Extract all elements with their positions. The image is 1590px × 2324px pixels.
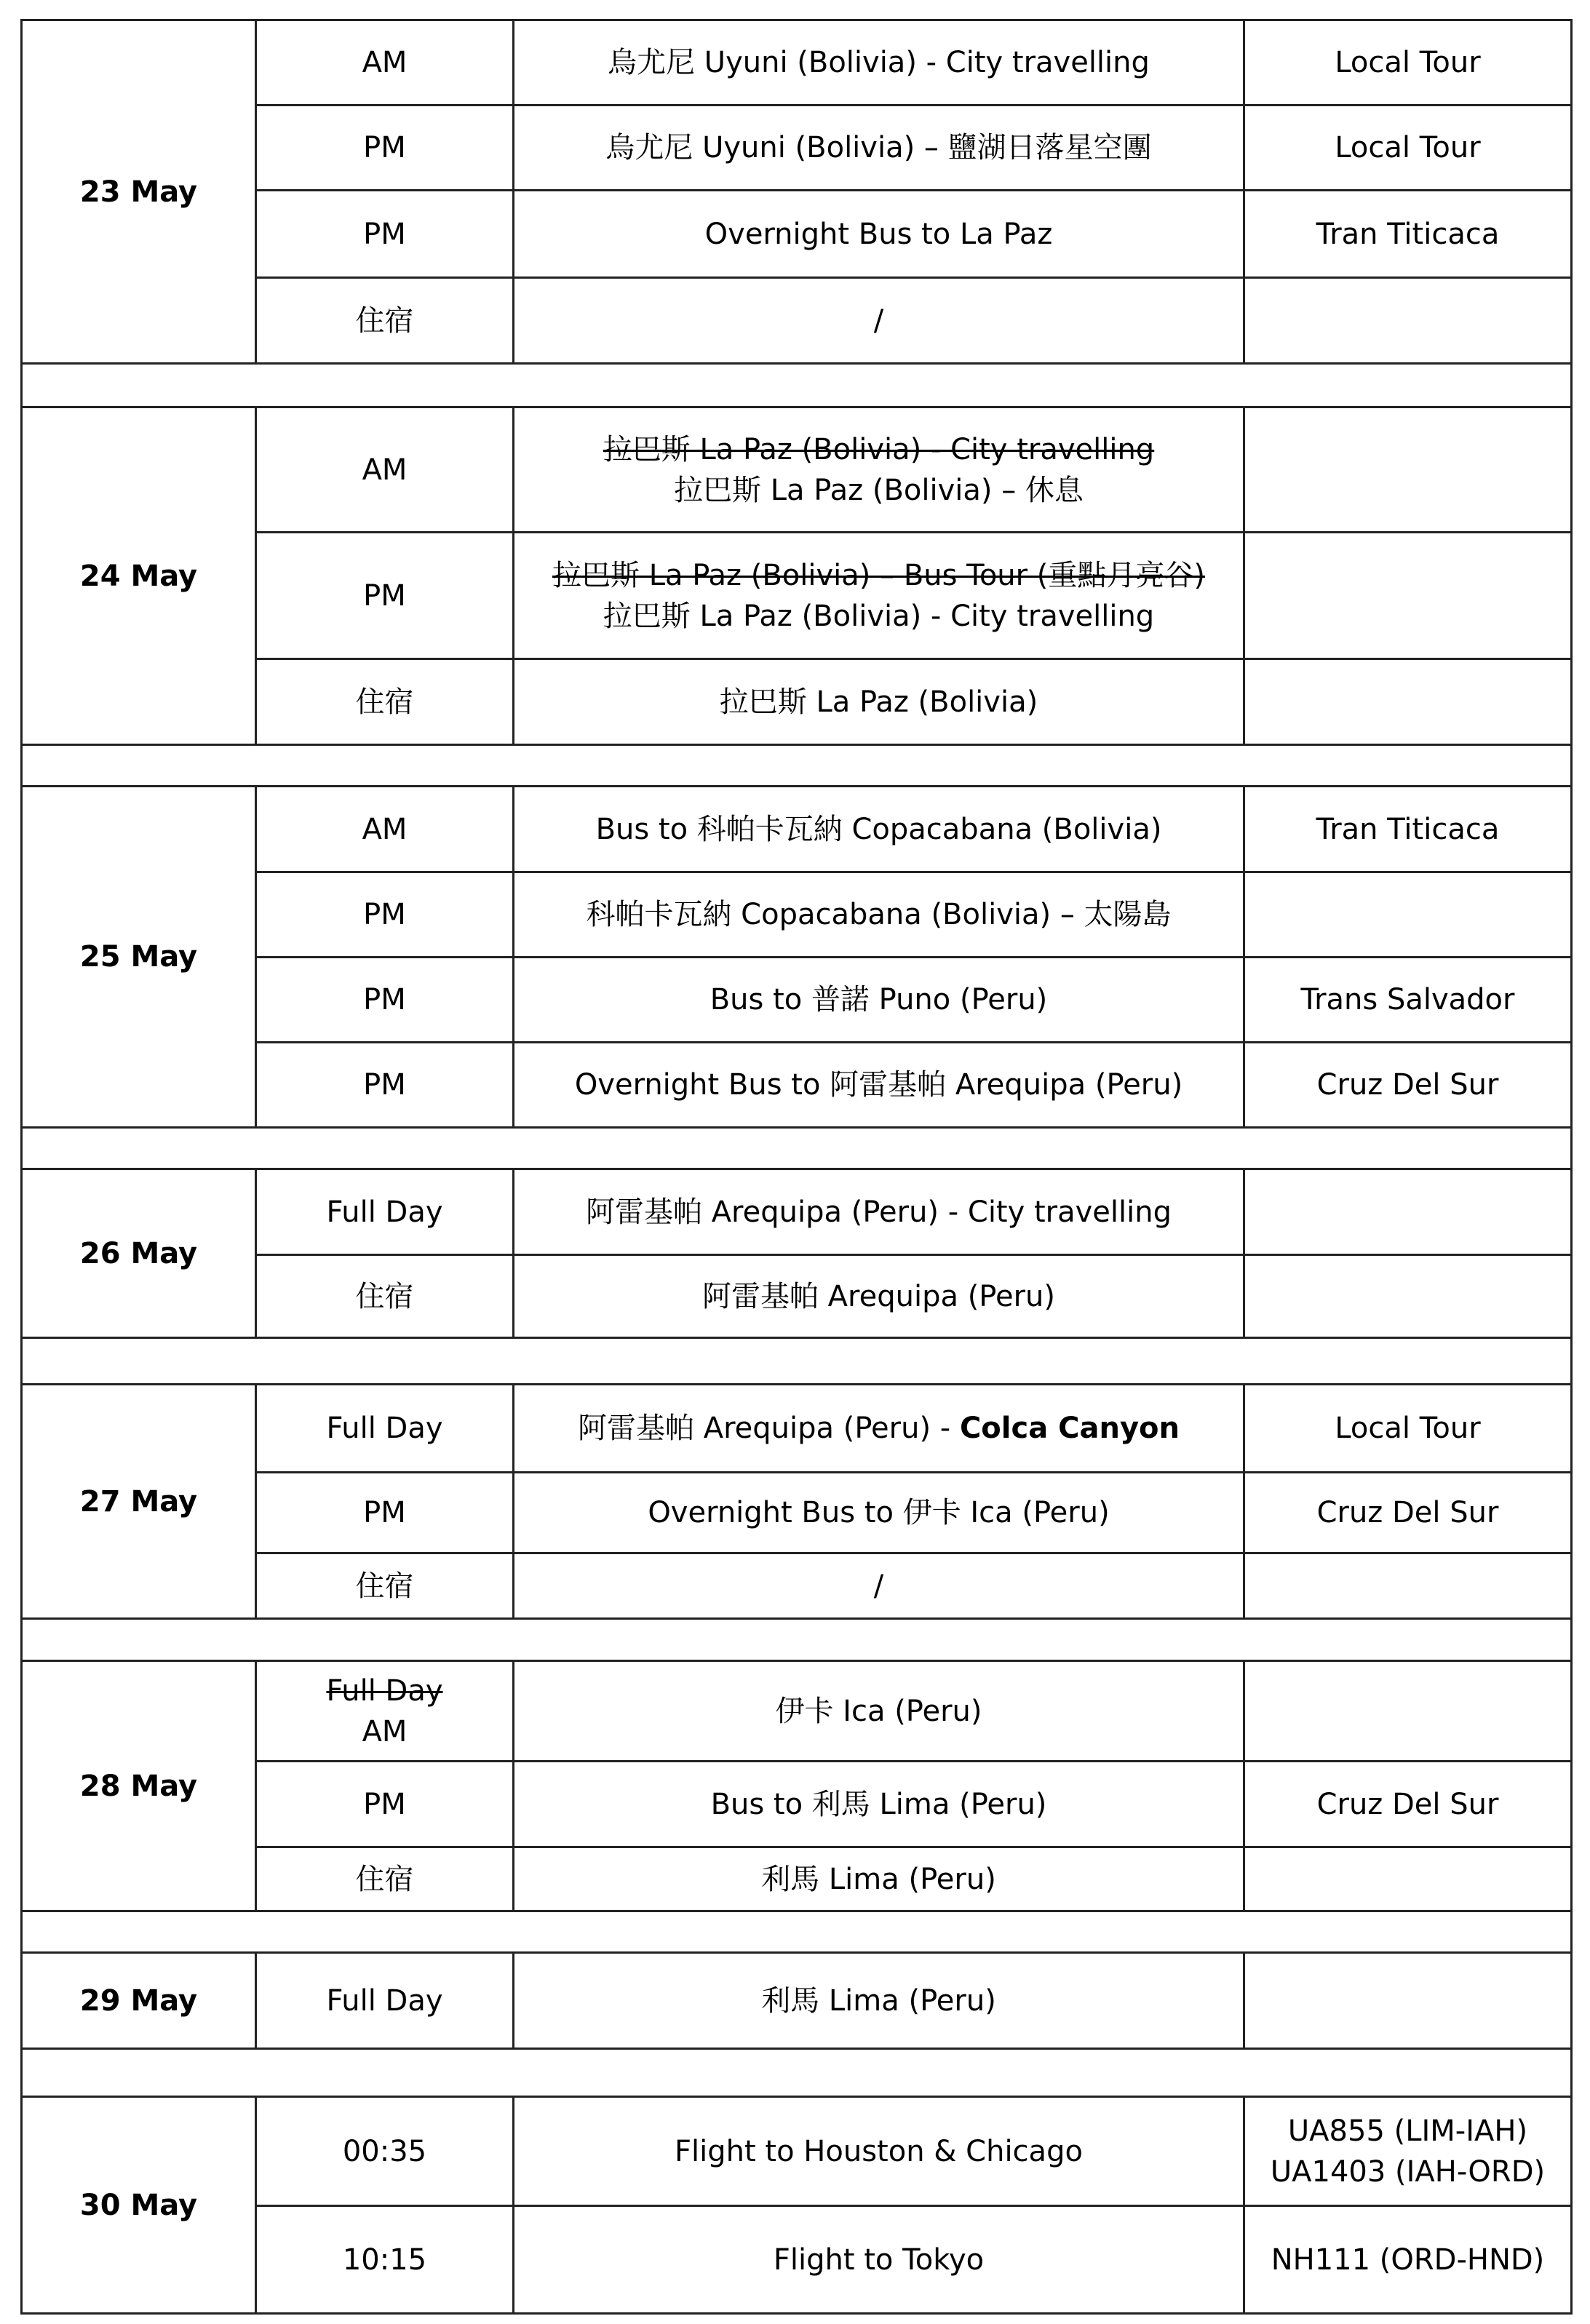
operator-cell (1244, 278, 1572, 364)
activity-cell: 拉巴斯 La Paz (Bolivia) (514, 659, 1244, 745)
time-cell: PM (256, 533, 514, 659)
time-cell: 住宿 (256, 1847, 514, 1911)
spacer-cell (22, 1911, 1572, 1953)
operator-cell (1244, 1553, 1572, 1619)
activity-cell: Overnight Bus to La Paz (514, 191, 1244, 278)
time-cell: AM (256, 407, 514, 533)
day-date-cell: 27 May (22, 1385, 256, 1619)
table-row (22, 2097, 1572, 2206)
struck-time-text: Full Day (326, 1674, 443, 1708)
operator-cell: Local Tour (1244, 1385, 1572, 1473)
activity-cell: Bus to 科帕卡瓦納 Copacabana (Bolivia) (514, 787, 1244, 872)
time-cell: PM (256, 1762, 514, 1847)
operator-cell (1244, 533, 1572, 659)
activity-cell: Bus to 普諾 Puno (Peru) (514, 958, 1244, 1043)
time-cell: Full Day (256, 1169, 514, 1255)
table-row (22, 1953, 1572, 2049)
activity-cell: Flight to Tokyo (514, 2206, 1244, 2314)
table-row (22, 1661, 1572, 1762)
time-cell: 住宿 (256, 659, 514, 745)
spacer-row (22, 2049, 1572, 2097)
time-cell: PM (256, 1043, 514, 1128)
operator-cell: Cruz Del Sur (1244, 1473, 1572, 1553)
operator-cell (1244, 1953, 1572, 2049)
activity-cell: 阿雷基帕 Arequipa (Peru) - City travelling (514, 1169, 1244, 1255)
table-row (22, 407, 1572, 533)
operator-cell: Local Tour (1244, 106, 1572, 191)
time-cell: 住宿 (256, 1255, 514, 1338)
operator-cell (1244, 659, 1572, 745)
activity-cell: Overnight Bus to 伊卡 Ica (Peru) (514, 1473, 1244, 1553)
time-text: AM (362, 1714, 408, 1748)
activity-cell: 烏尤尼 Uyuni (Bolivia) – 鹽湖日落星空團 (514, 106, 1244, 191)
operator-cell (1244, 1255, 1572, 1338)
operator-cell: Trans Salvador (1244, 958, 1572, 1043)
spacer-row (22, 364, 1572, 407)
table-row (22, 1169, 1572, 1255)
flight-number-text: UA1403 (IAH-ORD) (1270, 2154, 1546, 2189)
operator-cell (1244, 1847, 1572, 1911)
day-date-cell: 30 May (22, 2097, 256, 2314)
day-date-cell: 24 May (22, 407, 256, 745)
spacer-row (22, 745, 1572, 787)
activity-cell: Bus to 利馬 Lima (Peru) (514, 1762, 1244, 1847)
operator-cell (1244, 1661, 1572, 1762)
flight-number-text: UA855 (LIM-IAH) (1287, 2114, 1528, 2148)
itinerary-page (20, 19, 1570, 2315)
day-date-cell: 28 May (22, 1661, 256, 1911)
time-cell: AM (256, 787, 514, 872)
operator-cell (1244, 407, 1572, 533)
activity-cell: Flight to Houston & Chicago (514, 2097, 1244, 2206)
struck-activity-text: 拉巴斯 La Paz (Bolivia) - City travelling (603, 432, 1155, 466)
table-row (22, 1385, 1572, 1473)
activity-text: 拉巴斯 La Paz (Bolivia) – 休息 (674, 473, 1084, 507)
activity-cell: / (514, 278, 1244, 364)
activity-cell (514, 533, 1244, 659)
spacer-cell (22, 2049, 1572, 2097)
spacer-row (22, 1911, 1572, 1953)
operator-cell: Tran Titicaca (1244, 787, 1572, 872)
time-cell: Full Day (256, 1953, 514, 2049)
time-cell: 00:35 (256, 2097, 514, 2206)
struck-activity-text: 拉巴斯 La Paz (Bolivia) – Bus Tour (重點月亮谷) (552, 558, 1206, 592)
spacer-cell (22, 364, 1572, 407)
operator-cell (1244, 2097, 1572, 2206)
activity-cell: 利馬 Lima (Peru) (514, 1953, 1244, 2049)
spacer-cell (22, 1128, 1572, 1169)
operator-cell: Tran Titicaca (1244, 191, 1572, 278)
spacer-cell (22, 1338, 1572, 1385)
activity-cell: 利馬 Lima (Peru) (514, 1847, 1244, 1911)
activity-cell: / (514, 1553, 1244, 1619)
operator-cell: Cruz Del Sur (1244, 1043, 1572, 1128)
time-cell: 10:15 (256, 2206, 514, 2314)
spacer-row (22, 1338, 1572, 1385)
activity-cell: 烏尤尼 Uyuni (Bolivia) - City travelling (514, 20, 1244, 106)
operator-cell: Local Tour (1244, 20, 1572, 106)
activity-cell: Overnight Bus to 阿雷基帕 Arequipa (Peru) (514, 1043, 1244, 1128)
spacer-row (22, 1128, 1572, 1169)
spacer-cell (22, 1619, 1572, 1661)
highlight-text: Colca Canyon (959, 1412, 1180, 1445)
day-date-cell: 29 May (22, 1953, 256, 2049)
spacer-row (22, 1619, 1572, 1661)
operator-cell (1244, 1169, 1572, 1255)
time-cell: PM (256, 872, 514, 958)
day-date-cell: 25 May (22, 787, 256, 1128)
itinerary-table (20, 19, 1573, 2315)
operator-cell: Cruz Del Sur (1244, 1762, 1572, 1847)
operator-cell: NH111 (ORD-HND) (1244, 2206, 1572, 2314)
day-date-cell: 23 May (22, 20, 256, 364)
time-cell: 住宿 (256, 278, 514, 364)
time-cell: PM (256, 191, 514, 278)
activity-cell: 伊卡 Ica (Peru) (514, 1661, 1244, 1762)
time-cell: Full Day (256, 1385, 514, 1473)
activity-cell (514, 1385, 1244, 1473)
time-cell (256, 1661, 514, 1762)
activity-cell: 阿雷基帕 Arequipa (Peru) (514, 1255, 1244, 1338)
time-cell: PM (256, 958, 514, 1043)
time-cell: 住宿 (256, 1553, 514, 1619)
activity-cell (514, 407, 1244, 533)
day-date-cell: 26 May (22, 1169, 256, 1338)
spacer-cell (22, 745, 1572, 787)
activity-cell: 科帕卡瓦納 Copacabana (Bolivia) – 太陽島 (514, 872, 1244, 958)
operator-cell (1244, 872, 1572, 958)
table-row (22, 787, 1572, 872)
time-cell: AM (256, 20, 514, 106)
time-cell: PM (256, 106, 514, 191)
table-row (22, 20, 1572, 106)
activity-text: 拉巴斯 La Paz (Bolivia) - City travelling (603, 599, 1155, 633)
time-cell: PM (256, 1473, 514, 1553)
activity-text: 阿雷基帕 Arequipa (Peru) - (578, 1412, 960, 1445)
